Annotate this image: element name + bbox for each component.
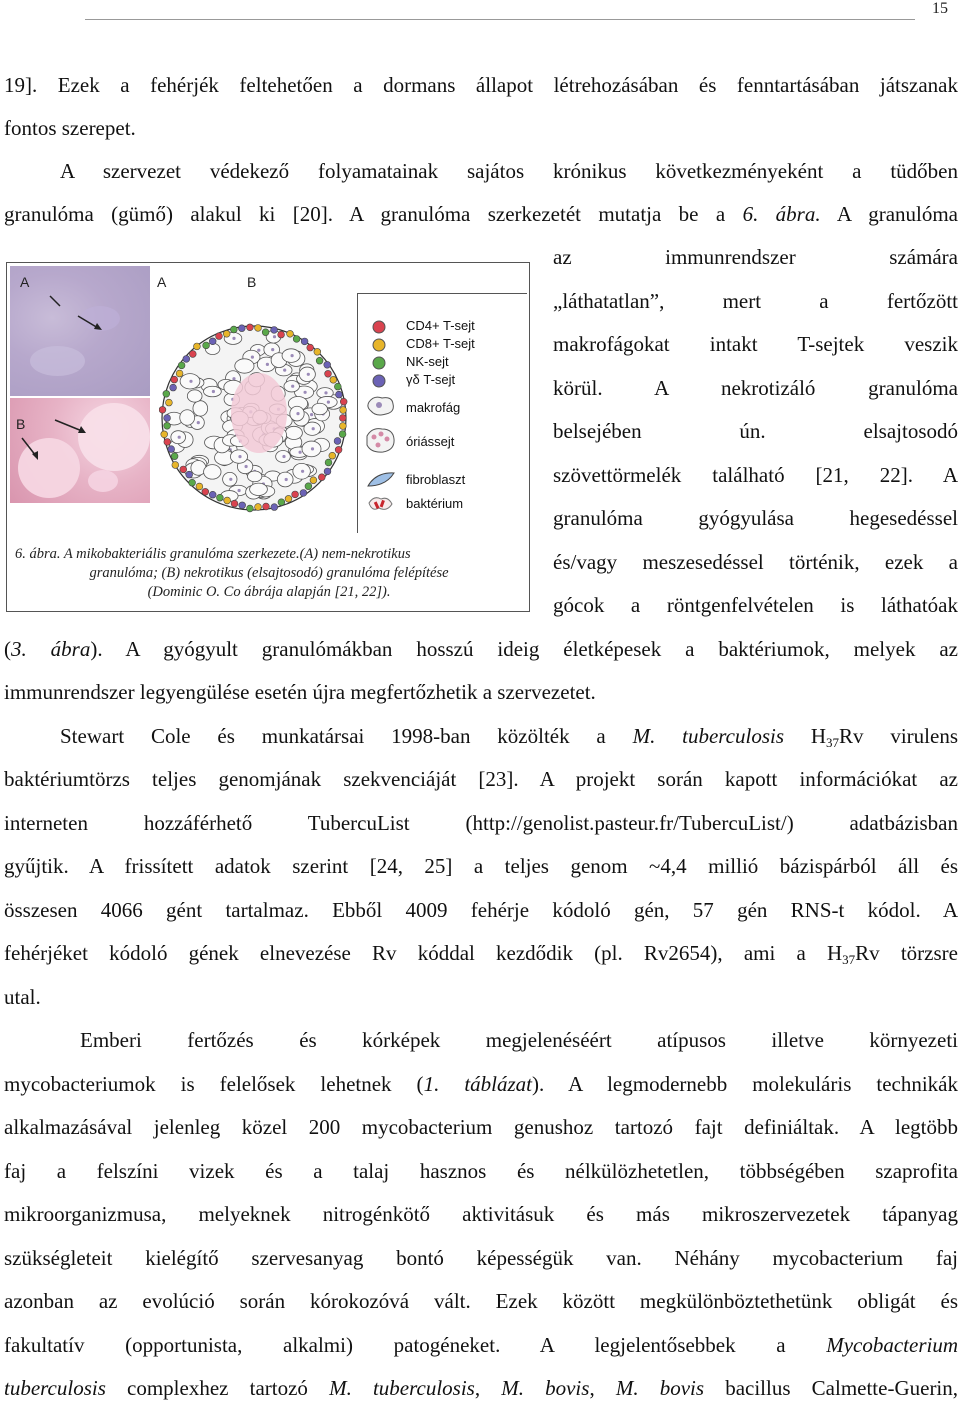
lymphocyte-cell (310, 477, 317, 484)
lymphocyte-cell (183, 356, 190, 363)
figure-reference: 6. ábra. (742, 202, 821, 226)
panel-label-a: A (20, 274, 30, 290)
lymphocyte-cell (271, 327, 278, 334)
cell-nucleus (327, 401, 330, 404)
species-name: M. bovis (615, 1376, 705, 1400)
lymphocyte-cell (340, 423, 347, 430)
lymphocyte-cell (336, 391, 343, 398)
macrophage-cell (250, 483, 268, 495)
cell-nucleus (312, 427, 315, 430)
lymphocyte-cell (159, 406, 166, 413)
legend-item: CD4+ T-sejt (358, 316, 528, 336)
cd4-cell-icon (372, 320, 386, 334)
lymphocyte-cell (305, 483, 312, 490)
legend-item: baktérium (358, 494, 528, 518)
lymphocyte-cell (239, 502, 246, 509)
text-line: és/vagy meszesedéssel történik, ezek a (553, 550, 958, 574)
macrophage-cell (193, 401, 208, 416)
text-line: baktériumtörzs teljes genomjának szekvenciáját [23]. A projekt során kapott információkat az (4, 767, 958, 791)
giant-cell-icon (364, 426, 396, 454)
lymphocyte-cell (255, 504, 262, 511)
cell-nucleus (266, 363, 269, 366)
cell-nucleus (285, 478, 288, 481)
lymphocyte-cell (186, 471, 193, 478)
cell-nucleus (296, 412, 299, 415)
cell-nucleus (189, 380, 192, 383)
legend-item: NK-sejt (358, 352, 528, 372)
text-line: immunrendszer legyengülése esetén újra megfertőzhetik a szervezetet. (4, 680, 596, 704)
cell-nucleus (283, 369, 286, 372)
caption-line: granulóma; (B) nekrotikus (elsajtosodó) granulóma felépítése (89, 565, 449, 581)
figure-caption (7, 545, 531, 602)
lymphocyte-cell (164, 422, 171, 429)
species-name: M. tuberculosis (632, 724, 785, 748)
text-line: mycobacteriumok is felelősek lehetnek (1. táblázat). A legmodernebb molekuláris technikák (4, 1072, 958, 1096)
legend-item: makrofág (358, 394, 528, 422)
lymphocyte-cell (216, 333, 223, 340)
fibroblast-icon (366, 470, 396, 490)
text-line: azonban az evolúció során kórokozóvá vált. Ezek között megkülönböztethetünk obligát és (4, 1289, 958, 1313)
lymphocyte-cell (278, 331, 285, 338)
lymphocyte-cell (209, 338, 216, 345)
macrophage-cell (204, 465, 221, 480)
text-line: fakultatív (opportunista, alkalmi) patogéneket. A legjelentősebbek a Mycobacterium (4, 1333, 959, 1357)
macrophage-cell (248, 471, 262, 482)
lymphocyte-cell (164, 439, 171, 446)
lymphocyte-cell (325, 370, 332, 377)
lymphocyte-cell (202, 488, 209, 495)
macrophage-cell (187, 390, 202, 402)
cell-nucleus (229, 478, 232, 481)
header-rule (85, 19, 915, 20)
lymphocyte-cell (329, 452, 336, 459)
cell-nucleus (271, 348, 274, 351)
species-name: tuberculosis (4, 1376, 106, 1400)
lymphocyte-cell (247, 324, 254, 331)
text-line: „láthatatlan”, mert a fertőzött (553, 289, 958, 313)
cell-nucleus (291, 385, 294, 388)
text-line: szükségleteit kielégítő szervesanyag bontó képességük van. Néhány mycobacterium faj (4, 1246, 958, 1270)
text-line: összesen 4066 gént tartalmaz. Ebből 4009 fehérje kódoló gén, 57 gén RNS-t kódol. A (4, 898, 958, 922)
lymphocyte-cell (334, 383, 341, 390)
cell-nucleus (311, 447, 314, 450)
cell-nucleus (232, 337, 235, 340)
nk-cell-icon (372, 356, 386, 370)
page-number: 15 (932, 0, 948, 17)
lymphocyte-cell (324, 361, 331, 368)
lymphocyte-cell (287, 330, 294, 337)
cell-nucleus (273, 335, 276, 338)
lymphocyte-cell (340, 398, 347, 405)
lymphocyte-cell (335, 446, 342, 453)
caption-line: (Dominic O. Co ábrája alapján [21, 22]). (147, 584, 391, 600)
figure-granuloma (6, 262, 530, 612)
lymphocyte-cell (168, 446, 175, 453)
lymphocyte-cell (189, 479, 196, 486)
lymphocyte-cell (325, 459, 332, 466)
macrophage-cell (312, 403, 327, 414)
gd-t-cell-icon (372, 374, 386, 388)
lymphocyte-cell (172, 462, 179, 469)
text-line: 19]. Ezek a fehérjék feltehetően a dormans állapot létrehozásában és fenntartásában játszanak (4, 73, 958, 97)
lymphocyte-cell (194, 343, 201, 350)
text-line: granulóma (gümő) alakul ki [20]. A granulóma szerkezetét mutatja be a 6. ábra. A granulóma (4, 202, 959, 226)
species-name: M. tuberculosis (329, 1376, 475, 1400)
text-line: interneten hozzáférhető TubercuList (http://genolist.pasteur.fr/TubercuList/) adatbázisban (4, 811, 958, 835)
species-name: Mycobacterium (826, 1333, 959, 1357)
cell-nucleus (307, 373, 310, 376)
lymphocyte-cell (217, 494, 224, 501)
panel-label-b: B (16, 416, 26, 432)
cell-nucleus (178, 436, 181, 439)
cell-nucleus (251, 356, 254, 359)
cd8-cell-icon (372, 338, 386, 352)
macrophage-cell (285, 426, 302, 439)
cell-nucleus (245, 465, 248, 468)
granuloma-drawing (159, 288, 359, 538)
lymphocyte-cell (189, 351, 196, 358)
schematic-label-a: A (157, 274, 167, 290)
cell-nucleus (197, 421, 200, 424)
text-line: granulóma gyógyulása hegesedéssel (553, 506, 958, 530)
lymphocyte-cell (340, 407, 347, 414)
text-line: fontos szerepet. (4, 116, 136, 140)
legend-item: CD8+ T-sejt (358, 334, 528, 354)
lymphocyte-cell (271, 504, 278, 511)
lymphocyte-cell (176, 370, 183, 377)
table-reference: 1. táblázat (423, 1072, 532, 1096)
text-line: fehérjéket kódoló gének elnevezése Rv kóddal kezdődik (pl. Rv2654), ami a $H_{37}Rv$ törzsre (4, 941, 958, 967)
arrow-icon (10, 398, 150, 503)
text-line: (3. ábra). A gyógyult granulómákban hosszú ideig életképesek a baktériumok, melyek az (4, 637, 958, 661)
cell-nucleus (291, 354, 294, 357)
cell-nucleus (232, 377, 235, 380)
lymphocyte-cell (166, 399, 173, 406)
lymphocyte-cell (278, 499, 285, 506)
legend-item: óriássejt (358, 426, 528, 456)
lymphocyte-cell (307, 344, 314, 351)
lymphocyte-cell (196, 483, 203, 490)
lymphocyte-cell (318, 474, 325, 481)
text-line: Emberi fertőzés és kórképek megjelenéséért atípusos illetve környezeti (80, 1028, 958, 1052)
legend-item: γδ T-sejt (358, 370, 528, 390)
cell-nucleus (238, 455, 241, 458)
text-line: belsejében ún. elsajtosodó (553, 419, 958, 443)
lymphocyte-cell (247, 505, 254, 512)
lymphocyte-cell (161, 431, 168, 438)
lymphocyte-cell (324, 468, 331, 475)
lymphocyte-cell (255, 325, 262, 332)
lymphocyte-cell (224, 497, 231, 504)
lymphocyte-cell (163, 390, 170, 397)
text-line: tuberculosis complexhez tartozó M. tuberculosis, M. bovis, M. bovis bacillus Calmette-Guerin, (4, 1376, 959, 1400)
legend-item: fibroblaszt (358, 470, 528, 494)
lymphocyte-cell (339, 431, 346, 438)
text-line: gócok a röntgenfelvételen is láthatóak (553, 593, 958, 617)
lymphocyte-cell (334, 438, 341, 445)
lymphocyte-cell (178, 362, 185, 369)
cell-nucleus (301, 470, 304, 473)
cell-nucleus (282, 455, 285, 458)
bacterium-icon (366, 494, 396, 514)
lymphocyte-cell (292, 491, 299, 498)
micrograph-panel-a (10, 266, 150, 396)
lymphocyte-cell (238, 325, 245, 332)
lymphocyte-cell (203, 342, 210, 349)
text-line: körül. A nekrotizáló granulóma (553, 376, 958, 400)
cell-nucleus (304, 391, 307, 394)
lymphocyte-cell (339, 415, 346, 422)
lymphocyte-cell (285, 495, 292, 502)
micrograph (10, 266, 150, 503)
macrophage-cell (235, 359, 254, 373)
species-name: M. bovis (501, 1376, 590, 1400)
text-line: gyűjtik. A frissített adatok szerint [24, 25] a teljes genom ~4,4 millió bázispárból áll és (4, 854, 958, 878)
lymphocyte-cell (293, 336, 300, 343)
text-line: faj a felszíni vizek és a talaj hasznos és nélkülözhetetlen, többségében szaprofita (4, 1159, 958, 1183)
cell-nucleus (310, 413, 313, 416)
text-line: A szervezet védekező folyamatainak sajátos krónikus következményeként a tüdőben (60, 159, 958, 183)
lymphocyte-cell (209, 491, 216, 498)
lymphocyte-cell (223, 330, 230, 337)
lymphocyte-cell (316, 357, 323, 364)
lymphocyte-cell (171, 453, 178, 460)
lymphocyte-cell (231, 500, 238, 507)
caption-line: 6. ábra. A mikobakteriális granulóma szerkezete.(A) nem-nekrotikus (15, 546, 411, 562)
lymphocyte-cell (170, 384, 177, 391)
text-line: szövettörmelék található [21, 22]. A (553, 463, 958, 487)
text-line: mikroorganizmusa, melyeknek nitrogénkötő aktivitásuk és más mikroszervezetek tápanyag (4, 1202, 958, 1226)
text-line: alkalmazásával jelenleg közel 200 mycobacterium genushoz tartozó fajt definiáltak. A legtöbb (4, 1115, 958, 1139)
cell-nucleus (324, 391, 327, 394)
text-line: makrofágokat intakt T-sejtek veszik (553, 332, 958, 356)
schematic-label-b: B (247, 274, 257, 290)
lymphocyte-cell (300, 490, 307, 497)
lymphocyte-cell (330, 376, 337, 383)
macrophage-icon (366, 394, 396, 418)
cell-nucleus (238, 489, 241, 492)
lymphocyte-cell (301, 338, 308, 345)
lymphocyte-cell (180, 466, 187, 473)
figure-reference: 3. ábra (11, 637, 91, 661)
cell-nucleus (299, 451, 302, 454)
lymphocyte-cell (262, 329, 269, 336)
lymphocyte-cell (164, 415, 171, 422)
text-line: utal. (4, 985, 41, 1009)
cell-nucleus (257, 349, 260, 352)
lymphocyte-cell (314, 348, 321, 355)
micrograph-panel-b (10, 398, 150, 503)
cell-nucleus (212, 390, 215, 393)
text-line: az immunrendszer számára (553, 245, 958, 269)
lymphocyte-cell (263, 503, 270, 510)
legend (357, 293, 527, 533)
text-line: Stewart Cole és munkatársai 1998-ban közölték a M. tuberculosis $H_{37}Rv$ virulens (60, 724, 958, 750)
macrophage-cell (180, 410, 195, 425)
lymphocyte-cell (230, 326, 237, 333)
arrow-icon (10, 266, 150, 396)
necrotic-center (231, 373, 287, 453)
lymphocyte-cell (171, 376, 178, 383)
